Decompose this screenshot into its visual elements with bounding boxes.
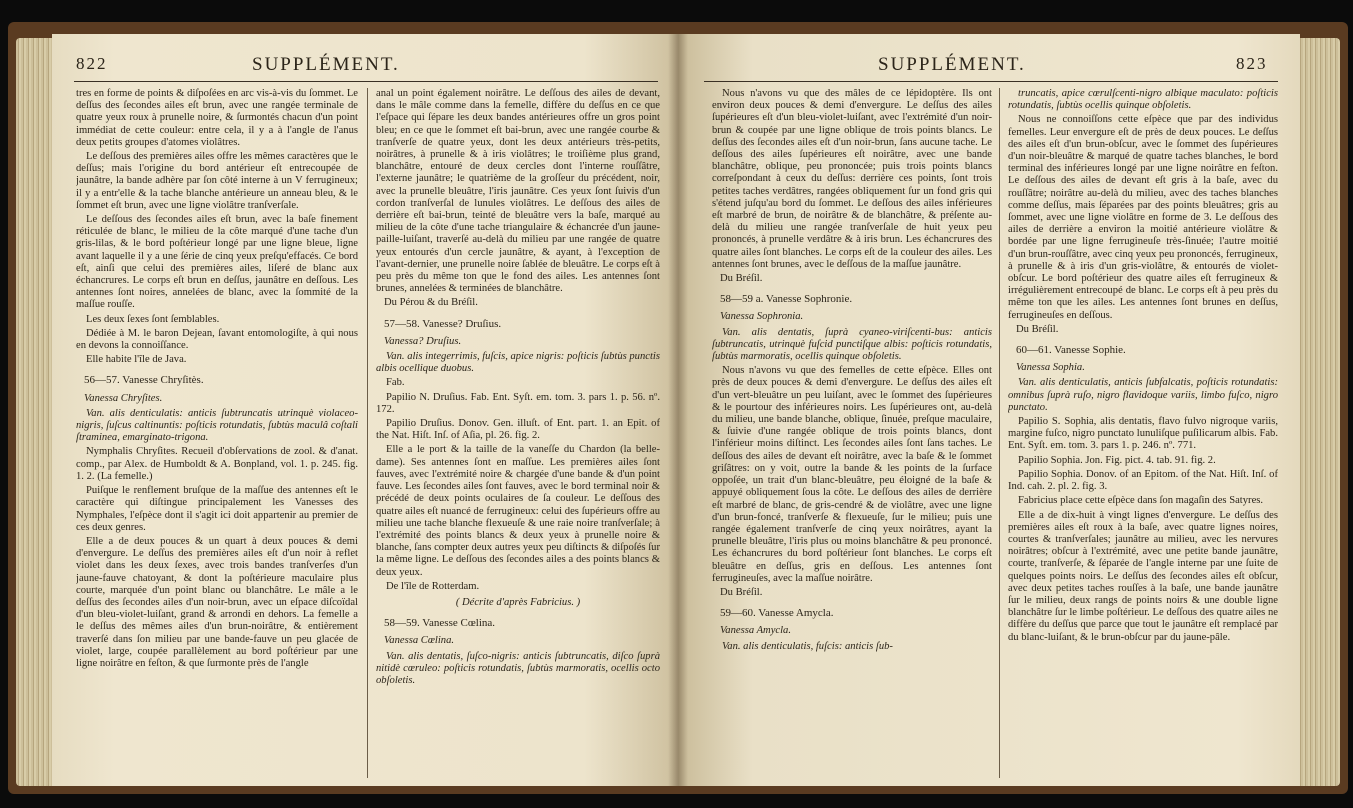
locality: Du Pérou & du Bréſil.	[384, 297, 478, 309]
paragraph: Les deux ſexes ſont ſemblables.	[86, 313, 220, 325]
entry-heading: 56—57. Vanesse Chryſitès.	[84, 374, 204, 387]
species-name: Vanessa Sophia.	[1016, 362, 1085, 374]
paragraph: Elle a de deux pouces & un quart à deux pouces & demi d'envergure. Le deſſus des premières ailes eſt d'un noir à reflet violet dans les deux ſexes, avec trois bandes tranſverſes d'un jaune-fauve chatoyant, & dont la poſtérieure maculaire plus courte, marquée d'un point blanc ou blanchâtre. Le mâle a le deſſus des ſecondes ailes d'un noir-brun, avec un eſpace diſcoïdal d'un bleu-violet-luiſant, grand & arrondi en dehors. La femelle a le deſſus des mêmes ailes d'un brun-noirâtre, & entièrement traverſé dans ſon milieu par une bande-fauve un peu glacée de violet, large, coupée parallèlement au bord poſtérieur par une ligne noirâtre en feſton, & que ſurmonte près de l'angle	[76, 535, 358, 669]
latin-diagnosis: Van. alis denticulatis, fuſcis: anticis ſub-	[722, 640, 893, 652]
paragraph: De l'île de Rotterdam.	[386, 580, 480, 592]
right-column-divider	[999, 88, 1000, 778]
latin-diagnosis: Van. alis integerrimis, fuſcis, apice nigris: poſticis ſubtùs punctis albis ocellique duobus.	[376, 351, 660, 375]
left-column-divider	[367, 88, 368, 778]
paragraph: Le deſſous des premières ailes offre les mêmes caractères que le deſſus; mais l'origine du bord antérieur eſt entrecoupée de jaunâtre, la bande adhère par ſon côté interne à un V ferrugineux; il y a entr'elle & la tache blanche antérieure un anneau bleu, & le ſommet eſt brun, avec une ligne violâtre tranſverſale.	[76, 151, 358, 211]
paragraph: Fabricius place cette eſpèce dans ſon magaſin des Satyres.	[1018, 495, 1264, 507]
paragraph: Elle a le port & la taille de la vaneſſe du Chardon (la belle-dame). Ses antennes ſont en maſſue. Les premières ailes ſont fauves, avec l'extrémité noire & chargée d'une bande & d'un point fauve. Les ſecondes ailes ſont fauves, avec le bord terminal noir & précédé de deux points oculaires de ſa couleur. Le deſſous des quatre ailes eſt nuancé de ferrugineux: celui des ſupérieurs offre au milieu une tache blanche flexueuſe & une raie noire tranſverſale; à l'extrémité des points blancs & deux yeux à prunelle noire & blanche, ſans compter deux autres yeux peu diſtincts & diſpoſés ſur la même ligne. Le deſſous des ſecondes ailes a des points blancs & deux yeux.	[376, 444, 660, 578]
paragraph: Nous n'avons vu que des femelles de cette eſpèce. Elles ont près de deux pouces & demi d'envergure. Le deſſus des ailes eſt d'un vert-bleuâtre un peu luiſant, avec le ſommet des ſupérieures & le pourtour des inférieures noirs. Les ſupérieures ont, au-delà du milieu, une bande blanche, oblique, ſinuée, preſque maculaire, & ſuivie d'une rangée oblique de trois points blancs, dont l'inférieur moins diſtinct. Les ſecondes ailes ſont ſans taches. Le deſſous des ailes de devant eſt noirâtre, avec la baſe & le ſommet griſâtres: on y voit, outre la bande & les points de la ſurface oppoſée, un trait d'un blanc-bleuâtre, peu éloigné de la baſe & appuyé obliquement ſous la côte. Le deſſous des ailes de derrière eſt marbré de blanc, de gris-cendré & de violâtre, avec une ligne d'un brun-foncé, tranſverſe & flexueuſe, ſur le milieu; puis une rangée également tranſverſe de cinq yeux noirâtres, ayant la prunelle bleuâtre, l'iris plus ou moins blanchâtre & peu prononcé. Les échancrures du bord poſtérieur ſont blanches. Le corps eſt bleuâtre en deſſus, gris en deſſous. Les antennes ſont ferrugineuſes, avec la maſſue noirâtre.	[712, 365, 992, 584]
paragraph: Nous n'avons vu que des mâles de ce lépidoptère. Ils ont environ deux pouces & demi d'envergure. Le deſſus des ailes ſupérieures eſt d'un bleu-violet-luiſant, avec l'extrémité d'un noir-brun & coupée par une ligne oblique de trois points blancs. Le deſſus des ſecondes ailes eſt d'un noir-brun, ſans aucune tache. Le deſſous des ailes ſupérieures eſt noirâtre, avec une bande blanchâtre, oblique, peu prononcée; puis trois points blancs correſpondant à ceux du deſſus: derrière ces points, ſont trois petites taches verdâtres, rangées obliquement ſur un fond gris qui s'étend juſqu'au bord du ſommet. Le deſſous des ailes inférieures eſt marbré de brun, de noirâtre & de blanchâtre, & préſente au-delà du milieu une rangée tranſverſale de huit yeux peu prononcés, à prunelle verdâtre & à iris brun. Les échancrures des quatre ailes ſont blanches. Le corps eſt de la couleur des ailes. Les antennes ſont brunes, avec le deſſous de la maſſue jaunâtre.	[712, 88, 992, 270]
paragraph: Papilio Sophia. Jon. Fig. pict. 4. tab. 91. fig. 2.	[1018, 454, 1216, 466]
latin-diagnosis: truncatis, apice cœrulſcenti-nigro albique maculato: poſticis rotundatis, ſubtùs ocellis quinque obſoletis.	[1008, 88, 1278, 112]
left-column-2	[376, 88, 660, 780]
entry-heading: 58—59. Vanesse Cœlina.	[384, 617, 496, 630]
species-name: Vanessa Cœlina.	[384, 635, 455, 647]
latin-diagnosis: Van. alis denticulatis, anticis ſubfalcatis, poſticis rotundatis: omnibus ſuprà ruſo, nigro flavidoque variis, limbo fuſco, nigro punctato.	[1008, 377, 1278, 413]
left-header-rule	[74, 81, 658, 82]
source-note: ( Décrite d'après Fabricius. )	[455, 596, 581, 608]
right-column-2	[1008, 88, 1278, 780]
book-gutter	[668, 34, 688, 786]
paragraph: Papilio S. Sophia, alis dentatis, flavo fulvo nigroque variis, margine fuſco, nigro punctato lunuliſque puſilicarum albis. Fab. Ent. Syſt. em. tom. 3. pars 1. p. 246. nº. 771.	[1008, 416, 1278, 452]
paragraph: Le deſſous des ſecondes ailes eſt brun, avec la baſe finement réticulée de blanc, le milieu de la côte marqué d'une tache d'un gris-lilas, & le bord poſtérieur longé par une ligne bleue, ligne avant laquelle il y a une ſérie de cinq yeux preſqu'effacés. Ce bord eſt, ainſi que celui des premières ailes, liſeré de blanc aux échancrures. Le corps eſt brun en deſſus, jaunâtre en deſſous. Les antennes ſont noires, annelées de blanc, avec la ſommité de la maſſue rouſſe.	[76, 214, 358, 311]
locality: Du Bréſil.	[720, 586, 763, 598]
latin-diagnosis: Van. alis dentatis, ſuprà cyaneo-viriſcenti-bus: anticis ſubtruncatis, utrinquè fuſcid punctiſque albis: poſticis rotundatis, ſubtùs marmoratis, ocellis quinque obſoletis.	[712, 326, 992, 363]
page-edges-right	[1298, 38, 1340, 786]
latin-diagnosis: Van. alis denticulatis: anticis ſubtruncatis utrinquè violaceo-nigris, ſuſcus caltinuntis: poſticis rotundatis, ſubtùs maculâ coſtali ſtraminea, emarginato-trigona.	[76, 407, 358, 444]
species-name: Vanessa Chryſites.	[84, 392, 163, 404]
left-page-number: 822	[76, 54, 108, 73]
paragraph: Nymphalis Chryſites. Recueil d'obſervations de zool. & d'anat. comp., par Alex. de Humboldt & A. Bonpland, vol. 1. p. 245. fig. 1. 2. (La femelle.)	[76, 446, 358, 482]
paragraph: Puiſque le renflement bruſque de la maſſue des antennes eſt le caractère qui diſtingue principalement les Vanesses des Nymphales, l'eſpèce dont il s'agit ici doit appartenir au premier de ces deux genres.	[76, 485, 358, 533]
paragraph: anal un point également noirâtre. Le deſſous des ailes de devant, dans le mâle comme dans la femelle, diffère du deſſus en ce que l'eſpace qui ſépare les deux bandes antérieures offre un gros point bleu; en ce que le ſommet eſt bai-brun, avec une rangée courbe & tranſverſe de quatre yeux, dont les deux antérieurs très-petits, noirâtres, à prunelle & à iris violâtres; le troiſième plus grand, blanchâtre, entouré de deux cercles dont l'interne rouſſâtre, l'externe jaunâtre; le quatrième de la groſſeur du précédent, noir, avec la prunelle bleuâtre, l'iris jaunâtre. Ces yeux ſont ſuivis d'un cordon tranſverſal de lunules violâtres. Le deſſous des ailes de derrière eſt bai-brun, teinté de bleuâtre vers la baſe, marqué au milieu de la côte d'une tache triangulaire & échancrée d'un jaune-paille-luiſant, traverſé au-delà du milieu par une rangée de quatre yeux entourés d'un cercle jaunâtre, & ayant, à l'exception de l'avant-dernier, une prunelle noire ſablée de bleuâtre. Le corps eſt à peu près du même ton que le fond des ailes. Les antennes ſont brunes, annelées & terminées de blanchâtre.	[376, 88, 660, 295]
species-name: Vanessa Amycla.	[720, 625, 792, 637]
left-running-head: SUPPLÉMENT.	[252, 54, 400, 75]
left-page-header	[52, 54, 678, 78]
paragraph: Dédiée à M. le baron Dejean, ſavant entomologiſte, à qui nous en devons la connoiſſance.	[76, 327, 358, 352]
paragraph: Elle a de dix-huit à vingt lignes d'envergure. Le deſſus des premières ailes eſt roux à la baſe, avec quatre lignes noires, courtes & tranſverſales; jaunâtre au milieu, avec les nervures noirâtres; obſcur à l'extrémité, avec une petite bande jaunâtre, courte, tranſverſe, & ſéparée de l'angle interne par une ſuite de quelques points noirs. Le deſſus des ſecondes ailes eſt obſcur, avec deux petites taches rouſſes à la baſe, une bande jaunâtre ſur le milieu, deux rangs de points noirs & une double ligne blanchâtre ſur le limbe poſtérieur. Le deſſous des quatre ailes ne diffère du deſſus que parce que tout le jaunâtre eſt remplacé par du blanc-luiſant, & le brun-obſcur par du jaune-pâle.	[1008, 509, 1278, 643]
right-page-header	[678, 54, 1300, 78]
locality: Du Bréſil.	[1016, 323, 1059, 335]
paragraph: Papilio Druſius. Donov. Gen. illuſt. of Ent. part. 1. an Epit. of the Nat. Hiſt. Inſ. of Aſia, pl. 26. fig. 2.	[376, 418, 660, 442]
right-column-1	[712, 88, 992, 780]
entry-heading: 57—58. Vanesse? Druſius.	[384, 317, 502, 330]
latin-diagnosis: Van. alis dentatis, ſuſco-nigris: anticis ſubtruncatis, diſco ſuprà nitidè cœruleo: poſticis rotundatis, ſubtùs marmoratis, ocellis octo obſoletis.	[376, 650, 660, 686]
entry-heading: 60—61. Vanesse Sophie.	[1016, 344, 1126, 357]
locality: Du Bréſil.	[720, 273, 763, 285]
left-page	[52, 34, 678, 786]
paragraph: Papilio N. Druſius. Fab. Ent. Syſt. em. tom. 3. pars 1. p. 56. nº. 172.	[376, 391, 660, 415]
paragraph: Nous ne connoiſſons cette eſpèce que par des individus femelles. Leur envergure eſt de près de deux pouces. Le deſſus des ailes eſt d'un brun-obſcur, avec le ſommet des ſupérieures d'un noir-bleuâtre & marqué de quatre taches blanches, le bord terminal des inférieures longé par une ligne noirâtre en feſton. Le deſſous des ailes de devant eſt gris à la baſe, avec du rouſſâtre; noirâtre au-delà du milieu, avec des taches blanches comme deſſus, mais ſéparées par des points bleuâtres; gris au ſommet, avec une ligne violâtre en forme de 3. Le deſſous des ailes de derrière a environ la moitié antérieure violâtre & bordée par une ligne ferrugineuſe très-ſinuée; l'autre moitié d'un brun-rouſſâtre, avec cinq yeux peu prononcés, ferrugineux, à prunelle & à iris d'un gris-violâtre, & entourés de violet-obſcur. Le bord poſtérieur des quatre ailes eſt ferrugineux & irrégulièrement entrecoupé de blanc. Le corps eſt à peu près du même ton que les ailes. Les antennes ſont brunes en deſſus, ferrugineuſes en deſſous.	[1008, 114, 1278, 321]
paragraph: Papilio Sophia. Donov. of an Epitom. of the Nat. Hiſt. Inſ. of Ind. cah. 2. pl. 2. fig. 3.	[1008, 468, 1278, 493]
entry-heading: 58—59 a. Vanesse Sophronie.	[720, 293, 853, 306]
paragraph: Elle habite l'île de Java.	[86, 354, 187, 366]
right-page	[678, 34, 1300, 786]
left-column-1	[76, 88, 358, 780]
right-running-head: SUPPLÉMENT.	[878, 54, 1026, 75]
species-name: Vanessa? Druſius.	[384, 335, 462, 347]
paragraph: Fab.	[386, 377, 405, 389]
right-page-number: 823	[1236, 54, 1268, 73]
species-name: Vanessa Sophronia.	[720, 311, 804, 323]
right-header-rule	[704, 81, 1278, 82]
entry-heading: 59—60. Vanesse Amycla.	[720, 607, 834, 620]
paragraph: tres en forme de points & diſpoſées en arc vis-à-vis du ſommet. Le deſſus des ſecondes ailes eſt brun, avec une rangée terminale de quatre yeux roux à prunelle noire, & ſurmontés chacun d'un point immédiat de cette couleur: entre cela, il y a à l'angle de l'anus deux petits groupes d'atomes violâtres.	[76, 88, 358, 148]
